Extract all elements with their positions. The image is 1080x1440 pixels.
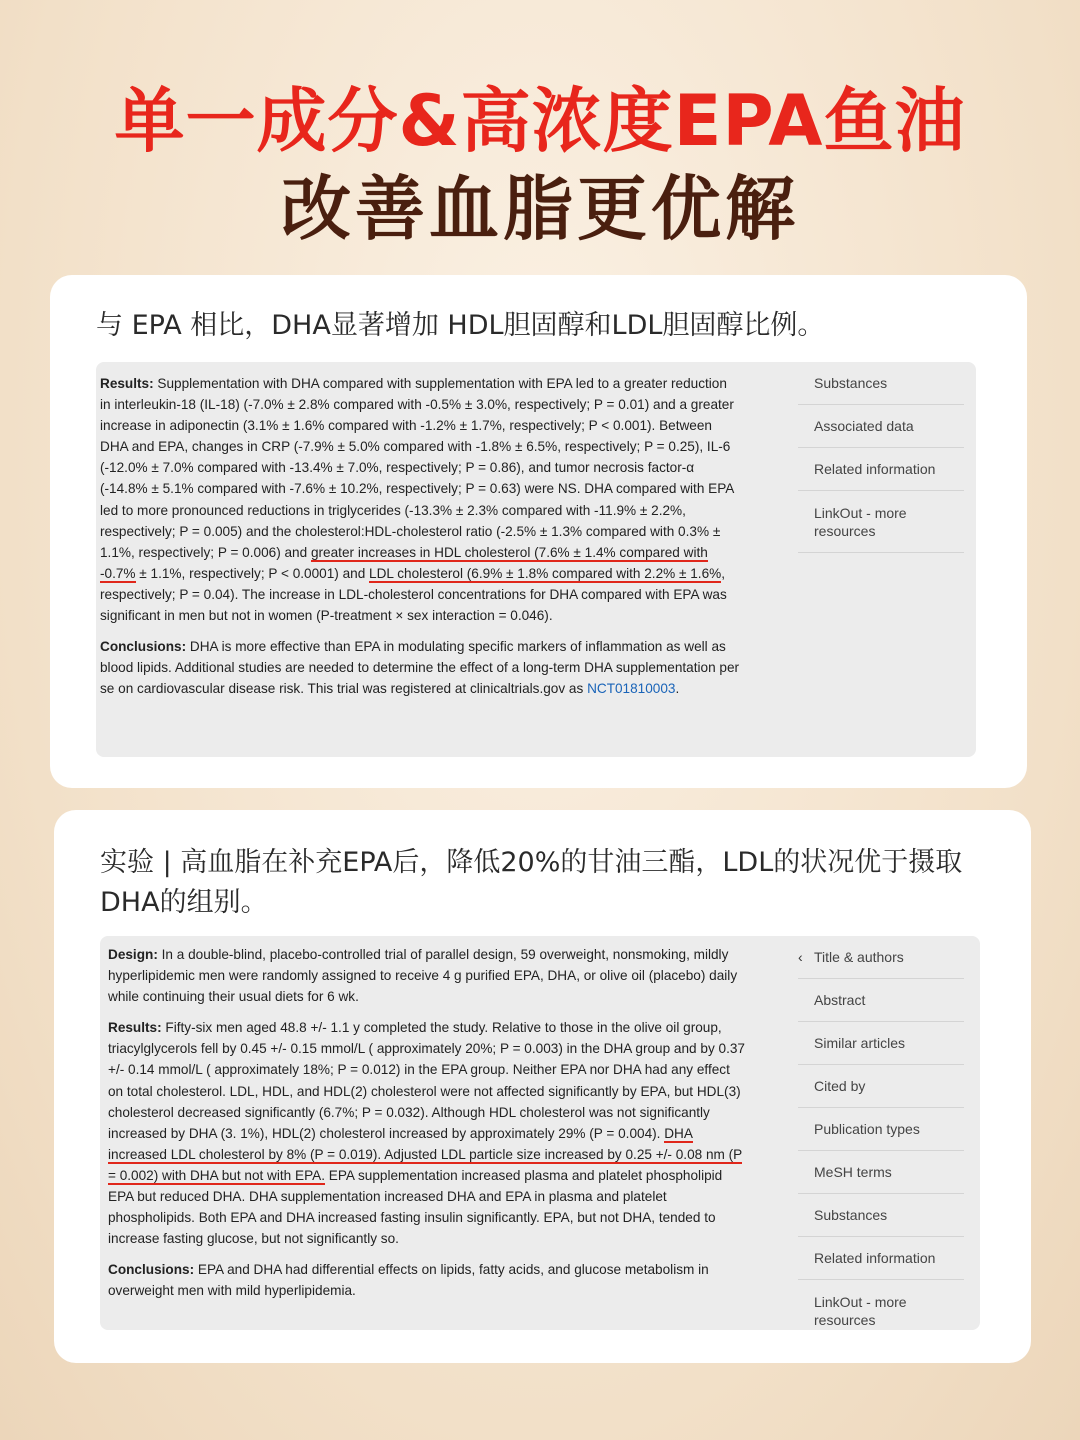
results-text: EPA supplementation increased plasma and platelet phospholipid EPA but reduced DHA. DHA supplementation increased DHA and EPA in plasma and platelet phospholipids. Both EPA and DHA increased fasting insulin significantly. EPA, but not DHA, tended to increase fasting glucose, but not significantly so. (108, 1167, 723, 1247)
sidebar-item-title-authors[interactable] (798, 936, 964, 979)
highlight-ldl: DHA increased LDL cholesterol by 8% (P = 0.019). Adjusted LDL particle size increased by 0.25 +/- 0.08 nm (P = 0.002) with DHA but not with EPA. (108, 1125, 743, 1183)
sidebar-item-similar-articles[interactable]: Similar articles (798, 1022, 964, 1065)
study-card-1 (50, 275, 1027, 788)
abstract-body (100, 373, 740, 709)
sidebar-item-cited-by[interactable]: Cited by (798, 1065, 964, 1108)
sidebar-item-mesh-terms[interactable]: MeSH terms (798, 1151, 964, 1194)
results-text: Supplementation with DHA compared with supplementation with EPA led to a greater reduction in interleukin-18 (IL-18) (-7.0% ± 2.8% compared with -0.5% ± 3.0%, respectively; P = 0.01) and a greater increase in adiponectin (3.1% ± 1.6% compared with -1.2% ± 1.7%, respectively; P < 0.001). Between DHA and EPA, changes in CRP (-7.9% ± 5.0% compared with -1.8% ± 6.5%, respectively; P = 0.25), IL-6 (-12.0% ± 7.0% compared with -13.4% ± 7.0%, respectively; P = 0.86), and tumor necrosis factor-α (-14.8% ± 5.1% compared with -7.6% ± 10.2%, respectively; P = 0.63) were NS. DHA compared with EPA led to more pronounced reductions in triglycerides (-13.3% ± 2.3% compared with -11.9% ± 2.2%, respectively; P = 0.005) and the cholesterol:HDL-cholesterol ratio (-2.5% ± 1.3% compared with 0.3% ± 1.1%, respectively; P = 0.006) and (100, 376, 734, 560)
results-text: ± 1.1%, respectively; P < 0.0001) and (135, 565, 370, 581)
design-label: Design: (108, 947, 158, 962)
card-caption: 与 EPA 相比，DHA显著增加 HDL胆固醇和LDL胆固醇比例。 (96, 310, 825, 341)
conclusions-text: DHA is more effective than EPA in modulating specific markers of inflammation as well as blood lipids. Additional studies are needed to determine the effect of a long-term DHA supplementation per se on cardiovascular disease risk. This trial was registered at clinicaltrials.gov as (100, 639, 740, 697)
conclusions-paragraph (100, 636, 740, 699)
abstract-body (108, 944, 748, 1312)
sidebar-item-linkout[interactable]: LinkOut - more resources (814, 1294, 907, 1328)
design-text: In a double-blind, placebo-controlled trial of parallel design, 59 overweight, nonsmoking, mildly hyperlipidemic men were randomly assigned to receive 4 g purified EPA, DHA, or olive oil (placebo) daily while continuing their usual diets for 6 wk. (108, 947, 738, 1005)
sidebar-item-related-information[interactable]: Related information (798, 1237, 964, 1280)
results-text: Fifty-six men aged 48.8 +/- 1.1 y completed the study. Relative to those in the olive oil group, triacylglycerols fell by 0.45 +/- 0.15 mmol/L ( approximately 20%; P = 0.003) in the DHA group and by 0.37 +/- 0.14 mmol/L ( approximately 18%; P = 0.012) in the EPA group. Neither EPA nor DHA had any effect on total cholesterol. LDL, HDL, and HDL(2) cholesterol were not affected significantly by EPA, but HDL(3) cholesterol decreased significantly (6.7%; P = 0.032). Although HDL cholesterol was not significantly increased by DHA (3. 1%), HDL(2) cholesterol increased by approximately 29% (P = 0.004). (108, 1020, 745, 1141)
conclusions-paragraph (108, 1259, 748, 1301)
headline-subtitle: 改善血脂更优解 (281, 168, 799, 250)
conclusions-label: Conclusions: (108, 1262, 195, 1278)
sidebar-item-substances[interactable]: Substances (798, 362, 964, 405)
abstract-screenshot (100, 936, 980, 1330)
results-text: , respectively; P = 0.04). The increase in LDL-cholesterol concentrations for DHA compared with EPA was significant in men but not in women (P-treatment × sex interaction = 0.046). (100, 565, 727, 624)
headline-title: 单一成分&高浓度EPA鱼油 (114, 80, 966, 162)
sidebar-item-label: Title & authors (814, 949, 904, 965)
page-sidebar (798, 362, 964, 553)
highlight-ldl: LDL cholesterol (6.9% ± 1.8% compared with 2.2% ± 1.6% (369, 565, 722, 581)
sidebar-item-linkout[interactable]: LinkOut - more resources (798, 491, 964, 553)
results-paragraph (108, 1017, 748, 1249)
sidebar-item-substances[interactable]: Substances (798, 1194, 964, 1237)
sidebar-item-publication-types[interactable]: Publication types (798, 1108, 964, 1151)
abstract-screenshot (96, 362, 976, 757)
sidebar-item-abstract[interactable]: Abstract (798, 979, 964, 1022)
study-card-2 (54, 810, 1031, 1363)
results-paragraph (100, 373, 740, 626)
card-caption: 实验 | 高血脂在补充EPA后，降低20%的甘油三酯，LDL的状况优于摄取DHA的组别。 (100, 847, 963, 918)
sidebar-item-associated-data[interactable]: Associated data (798, 405, 964, 448)
conclusions-text: EPA and DHA had differential effects on lipids, fatty acids, and glucose metabolism in overweight men with mild hyperlipidemia. (108, 1262, 709, 1299)
period: . (675, 681, 680, 697)
highlight-hdl: greater increases in HDL cholesterol (7.6% ± 1.4% compared with -0.7% (100, 544, 708, 581)
conclusions-label: Conclusions: (100, 639, 187, 655)
trial-link[interactable]: NCT01810003 (587, 681, 676, 697)
results-label: Results: (100, 376, 154, 391)
design-paragraph (108, 944, 748, 1007)
sidebar-item-related-information[interactable]: Related information (798, 448, 964, 491)
results-label: Results: (108, 1020, 162, 1036)
chevron-left-icon: ‹ (798, 949, 803, 965)
page-sidebar (798, 936, 964, 1334)
